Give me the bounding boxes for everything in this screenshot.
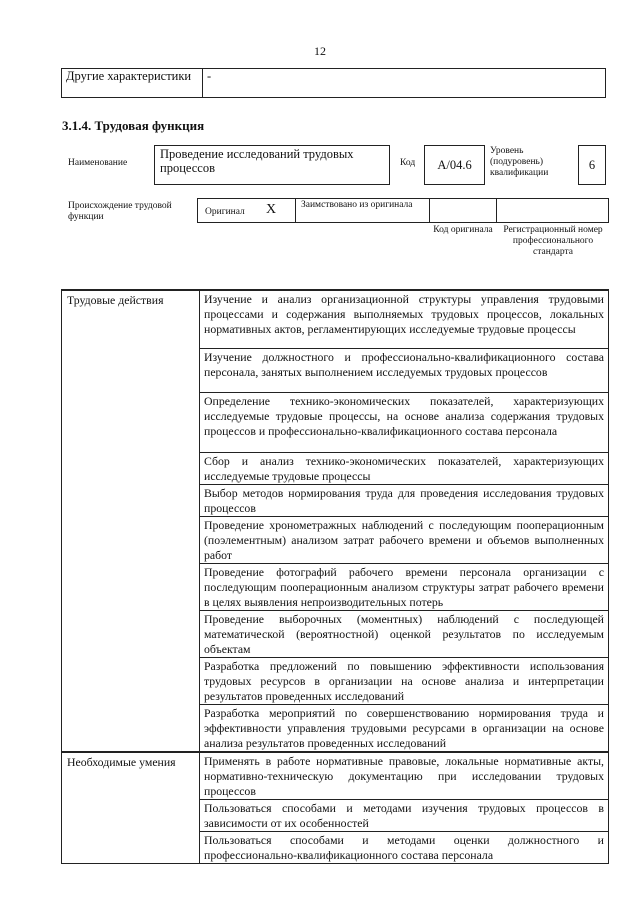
original-mark: X bbox=[266, 202, 277, 217]
section-title: 3.1.4. Трудовая функция bbox=[62, 118, 205, 133]
required-skill: Пользоваться способами и методами изучения трудовых процессов в зависимости от их особенностей bbox=[200, 800, 609, 832]
original-label: Оригинал bbox=[205, 207, 245, 217]
origin-label: Происхождение трудовой функции bbox=[68, 201, 172, 222]
origin-divider bbox=[429, 198, 430, 223]
labor-action: Определение технико-экономических показателей, характеризующих исследуемые трудовые процессы, на основе анализа содержания трудовых процессов и профессионально-квалификационного состава персонала bbox=[200, 393, 609, 453]
labor-action: Проведение выборочных (моментных) наблюдений с последующей математической (вероятностной) оценкой результатов по исследуемым объектам bbox=[200, 611, 609, 658]
level-label: Уровень (подуровень) квалификации bbox=[490, 146, 549, 178]
other-characteristics-label: Другие характеристики bbox=[62, 69, 203, 98]
labor-action: Сбор и анализ технико-экономических показателей, характеризующих исследуемые трудовые процессы bbox=[200, 453, 609, 485]
required-skill: Применять в работе нормативные правовые, локальные нормативные акты, нормативно-техническую документацию при исследовании трудовых процессов bbox=[200, 752, 609, 800]
labor-action: Разработка предложений по повышению эффективности использования трудовых ресурсов в организации на основе анализа и интерпретации результатов проведенных исследований bbox=[200, 658, 609, 705]
function-name-field: Проведение исследований трудовых процессов bbox=[154, 145, 390, 185]
origin-divider bbox=[496, 198, 497, 223]
code-field: A/04.6 bbox=[424, 145, 485, 185]
labor-action: Выбор методов нормирования труда для проведения исследования трудовых процессов bbox=[200, 485, 609, 517]
group-title-labor-actions: Трудовые действия bbox=[62, 290, 200, 752]
labor-action: Проведение фотографий рабочего времени персонала организации с последующим пооперационным анализом структуры затрат рабочего времени в целях выявления непроизводительных потерь bbox=[200, 564, 609, 611]
labor-action: Разработка мероприятий по совершенствованию нормирования труда и эффективности управления трудовыми ресурсами в организации на основе анализа результатов проведенных исследований bbox=[200, 705, 609, 753]
registration-number-label: Регистрационный номер профессионального стандарта bbox=[503, 225, 603, 257]
group-title-required-skills: Необходимые умения bbox=[62, 752, 200, 864]
labor-action: Проведение хронометражных наблюдений с последующим пооперационным (поэлементным) анализом затрат рабочего времени и объемов выполненных работ bbox=[200, 517, 609, 564]
other-characteristics-table bbox=[61, 68, 606, 98]
labor-action: Изучение должностного и профессионально-квалификационного состава персонала, занятых выполнением исследуемых трудовых процессов bbox=[200, 349, 609, 393]
origin-divider bbox=[295, 198, 296, 223]
other-characteristics-value: - bbox=[203, 69, 606, 98]
borrowed-label: Заимствовано из оригинала bbox=[301, 200, 413, 210]
required-skill: Пользоваться способами и методами оценки должностного и профессионально-квалификационного состава персонала bbox=[200, 832, 609, 864]
labor-function-table bbox=[61, 289, 609, 864]
code-label: Код bbox=[400, 158, 416, 168]
level-field: 6 bbox=[578, 145, 606, 185]
name-label: Наименование bbox=[68, 158, 128, 168]
page-number: 12 bbox=[314, 44, 326, 58]
labor-action: Изучение и анализ организационной структуры управления трудовыми процессами и содержания выполняемых трудовых процессов, локальных нормативных актов, регламентирующих исследуемые трудовые процессы bbox=[200, 290, 609, 349]
original-code-label: Код оригинала bbox=[433, 225, 493, 235]
